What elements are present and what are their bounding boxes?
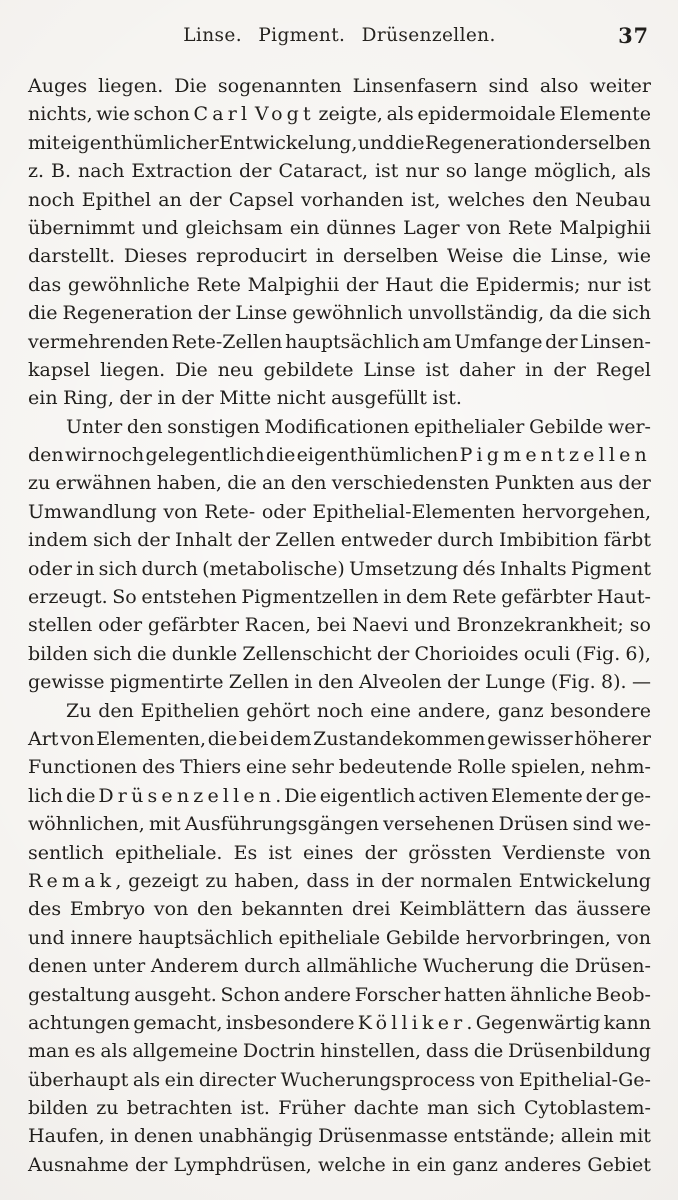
text-line: die Regeneration der Linse gewöhnlich unvollständig, da die sich: [28, 302, 651, 325]
text-line: darstellt. Dieses reproducirt in derselben Weise die Linse, wie: [28, 245, 651, 268]
text-line: des Embryo von den bekannten drei Keimblättern das äussere: [28, 898, 651, 921]
paragraph: [28, 697, 651, 1180]
text-line: den wir noch gelegentlich die eigenthümlichen Pigmentzellen: [28, 444, 651, 467]
letterspaced-text: Pigmentzellen: [459, 444, 651, 467]
text-line: kapsel liegen. Die neu gebildete Linse ist daher in der Regel: [28, 358, 651, 381]
letterspaced-text: Carl: [193, 103, 252, 126]
text-line: nichts, wie schon Carl Vogt zeigte, als epidermoidale Elemente: [28, 103, 651, 126]
text-line: indem sich der Inhalt der Zellen entweder durch Imbibition färbt: [28, 529, 651, 552]
page-number: 37: [618, 23, 649, 48]
letterspaced-text: Vogt: [254, 103, 315, 126]
paragraph: [28, 413, 651, 697]
text-line: lich die Drüsenzellen. Die eigentlich activen Elemente der ge-: [28, 784, 651, 807]
text-line: gewisse pigmentirte Zellen in den Alveolen der Lunge (Fig. 8). —: [28, 671, 651, 694]
text-line: das gewöhnliche Rete Malpighii der Haut die Epidermis; nur ist: [28, 273, 651, 296]
text-line: z. B. nach Extraction der Cataract, ist nur so lange möglich, als: [28, 160, 651, 183]
text-line: sentlich epitheliale. Es ist eines der grössten Verdienste von: [28, 841, 651, 864]
text-line: Remak, gezeigt zu haben, dass in der normalen Entwickelung: [28, 869, 651, 892]
text-line: Haufen, in denen unabhängig Drüsenmasse entstände; allein mit: [28, 1125, 651, 1148]
text-line: mit eigenthümlicher Entwickelung, und die Regeneration derselben: [28, 131, 651, 154]
text-line: gestaltung ausgeht. Schon andere Forscher hatten ähnliche Beob-: [28, 983, 651, 1006]
text-line: oder in sich durch (metabolische) Umsetzung dés Inhalts Pigment: [28, 557, 651, 580]
paragraph: [28, 72, 651, 413]
letterspaced-text: Drüsenzellen: [98, 784, 276, 807]
text-line: Umwandlung von Rete- oder Epithelial-Elementen hervorgehen,: [28, 500, 651, 523]
text-line: und innere hauptsächlich epitheliale Gebilde hervorbringen, von: [28, 926, 651, 949]
text-line: vermehrenden Rete-Zellen hauptsächlich am Umfange der Linsen-: [28, 330, 651, 353]
text-line: zu erwähnen haben, die an den verschiedensten Punkten aus der: [28, 472, 651, 495]
text-line: wöhnlichen, mit Ausführungsgängen versehenen Drüsen sind we-: [28, 813, 651, 836]
running-head-title: Linse. Pigment. Drüsenzellen.: [183, 25, 496, 46]
text-line: Zu den Epithelien gehört noch eine andere, ganz besondere: [66, 699, 651, 722]
text-line: Functionen des Thiers eine sehr bedeutende Rolle spielen, nehm-: [28, 756, 651, 779]
running-head: [28, 25, 651, 51]
letterspaced-text: Remak: [28, 869, 116, 892]
text-line: überhaupt als ein directer Wucherungsprocess von Epithelial-Ge-: [28, 1068, 651, 1091]
text-line: man es als allgemeine Doctrin hinstellen, dass die Drüsenbildung: [28, 1040, 651, 1063]
text-line: erzeugt. So entstehen Pigmentzellen in dem Rete gefärbter Haut-: [28, 586, 651, 609]
text-line: noch Epithel an der Capsel vorhanden ist, welches den Neubau: [28, 188, 651, 211]
text-line: Art von Elementen, die bei dem Zustandekommen gewisser höherer: [28, 727, 651, 750]
page-body: [28, 72, 651, 1179]
text-line: bilden zu betrachten ist. Früher dachte man sich Cytoblastem-: [28, 1097, 651, 1120]
text-line: übernimmt und gleichsam ein dünnes Lager von Rete Malpighii: [28, 216, 651, 239]
text-line: Auges liegen. Die sogenannten Linsenfasern sind also weiter: [28, 75, 651, 97]
text-line: Ausnahme der Lymphdrüsen, welche in ein ganz anderes Gebiet: [28, 1153, 651, 1176]
text-line: Unter den sonstigen Modificationen epithelialer Gebilde wer-: [66, 415, 651, 438]
text-line: bilden sich die dunkle Zellenschicht der Chorioides oculi (Fig. 6),: [28, 642, 651, 665]
text-line: achtungen gemacht, insbesondere Kölliker. Gegenwärtig kann: [28, 1011, 651, 1034]
text-line: stellen oder gefärbter Racen, bei Naevi und Bronzekrankheit; so: [28, 614, 651, 637]
text-line: denen unter Anderem durch allmähliche Wucherung die Drüsen-: [28, 955, 651, 978]
text-line: ein Ring, der in der Mitte nicht ausgefüllt ist.: [28, 387, 462, 410]
letterspaced-text: Kölliker: [357, 1011, 467, 1034]
